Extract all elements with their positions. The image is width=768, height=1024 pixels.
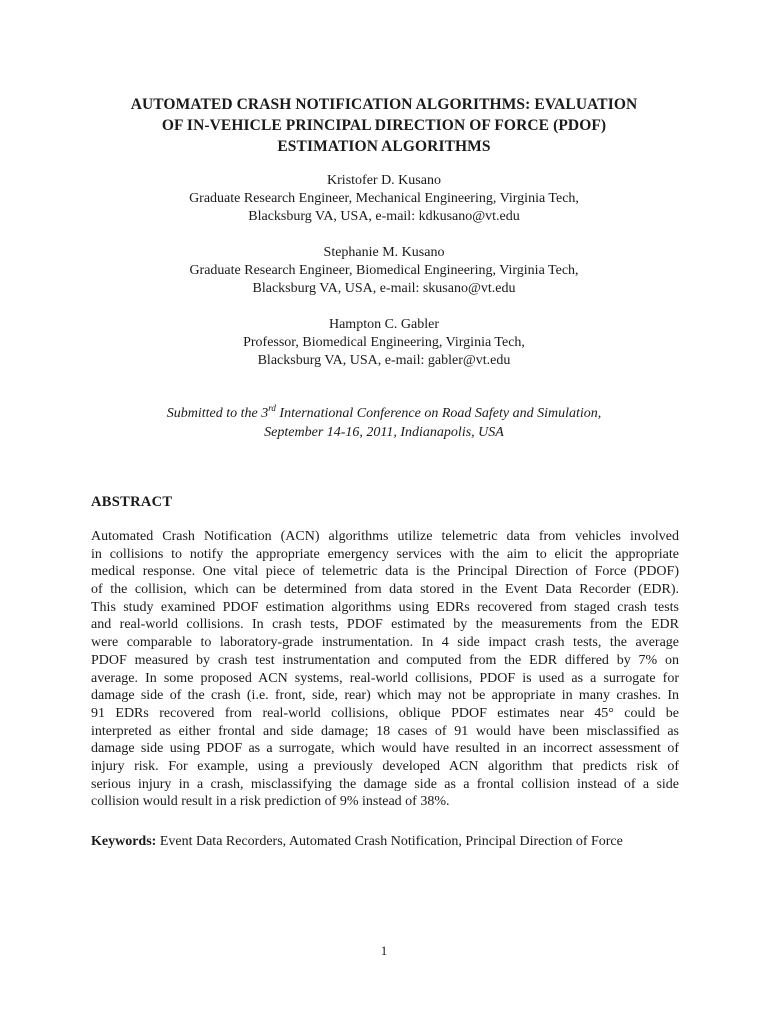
author-affiliation: Graduate Research Engineer, Mechanical Engineering, Virginia Tech, bbox=[189, 191, 579, 206]
abstract-line: This study examined PDOF estimation algorithms using EDRs recovered from staged crash tests bbox=[91, 599, 679, 615]
author-contact: Blacksburg VA, USA, e-mail: skusano@vt.edu bbox=[252, 281, 516, 296]
submission-prefix: Submitted to the 3 bbox=[166, 406, 269, 421]
keywords-line bbox=[91, 834, 623, 850]
abstract-line: collision would result in a risk prediction of 9% instead of 38%. bbox=[91, 794, 450, 810]
submission-superscript: rd bbox=[268, 403, 276, 413]
author-affiliation: Professor, Biomedical Engineering, Virginia Tech, bbox=[243, 335, 525, 350]
author-name: Hampton C. Gabler bbox=[328, 317, 440, 332]
page-number: 1 bbox=[380, 943, 388, 958]
abstract-line: serious injury in a crash, misclassifying the damage side as a frontal collision instead of a side bbox=[91, 776, 679, 792]
keywords-label: Keywords: bbox=[91, 834, 157, 849]
abstract-line: medical response. One vital piece of telemetric data is the Principal Direction of Force (PDOF) bbox=[91, 564, 679, 580]
submission-note bbox=[60, 404, 708, 442]
author-contact: Blacksburg VA, USA, e-mail: kdkusano@vt.edu bbox=[248, 209, 520, 224]
abstract-line: damage side of the crash (i.e. front, side, rear) which may not be appropriate in many crashes. In bbox=[91, 688, 679, 704]
abstract-line: damage side using PDOF as a surrogate, which would have resulted in an incorrect assessment of bbox=[91, 741, 679, 757]
keywords-text: Event Data Recorders, Automated Crash Notification, Principal Direction of Force bbox=[156, 834, 623, 849]
submission-suffix: International Conference on Road Safety and Simulation, bbox=[275, 406, 602, 421]
author-block-1 bbox=[60, 172, 708, 226]
abstract-line: PDOF measured by crash test instrumentation and computed from the EDR differed by 7% on bbox=[91, 652, 679, 668]
title-line-2: OF IN-VEHICLE PRINCIPAL DIRECTION OF FORCE (PDOF) bbox=[161, 117, 607, 134]
author-block-2 bbox=[60, 244, 708, 298]
author-contact: Blacksburg VA, USA, e-mail: gabler@vt.edu bbox=[257, 353, 511, 368]
submission-line-1 bbox=[60, 404, 708, 423]
abstract-line: were comparable to laboratory-grade instrumentation. In 4 side impact crash tests, the average bbox=[91, 635, 679, 651]
author-affiliation: Graduate Research Engineer, Biomedical Engineering, Virginia Tech, bbox=[189, 263, 579, 278]
abstract-line: 91 EDRs recovered from real-world collisions, oblique PDOF estimates near 45° could be bbox=[91, 705, 679, 721]
author-block-3 bbox=[60, 316, 708, 370]
abstract-line: injury risk. For example, using a previously developed ACN algorithm that predicts risk of bbox=[91, 758, 679, 774]
author-name: Stephanie M. Kusano bbox=[323, 245, 445, 260]
submission-line-2: September 14-16, 2011, Indianapolis, USA bbox=[264, 425, 504, 440]
abstract-line: in collisions to notify the appropriate emergency services with the aim to elicit the appropriate bbox=[91, 546, 679, 562]
title-line-3: ESTIMATION ALGORITHMS bbox=[277, 138, 491, 155]
author-name: Kristofer D. Kusano bbox=[327, 173, 441, 188]
abstract-line: and real-world collisions. In crash tests, PDOF estimated by the measurements from the EDR bbox=[91, 617, 679, 633]
abstract-line: interpreted as either frontal and side damage; 18 cases of 91 would have been misclassified as bbox=[91, 723, 679, 739]
abstract-heading: ABSTRACT bbox=[91, 494, 173, 510]
abstract-body bbox=[91, 528, 679, 811]
abstract-line: average. In some proposed ACN systems, real-world collisions, PDOF is used as a surrogate for bbox=[91, 670, 679, 686]
abstract-line: of the collision, which can be determined from data stored in the Event Data Recorder (EDR). bbox=[91, 582, 679, 598]
paper-title bbox=[60, 94, 708, 157]
title-line-1: AUTOMATED CRASH NOTIFICATION ALGORITHMS: EVALUATION bbox=[130, 96, 638, 113]
abstract-line: Automated Crash Notification (ACN) algorithms utilize telemetric data from vehicles involved bbox=[91, 529, 679, 544]
